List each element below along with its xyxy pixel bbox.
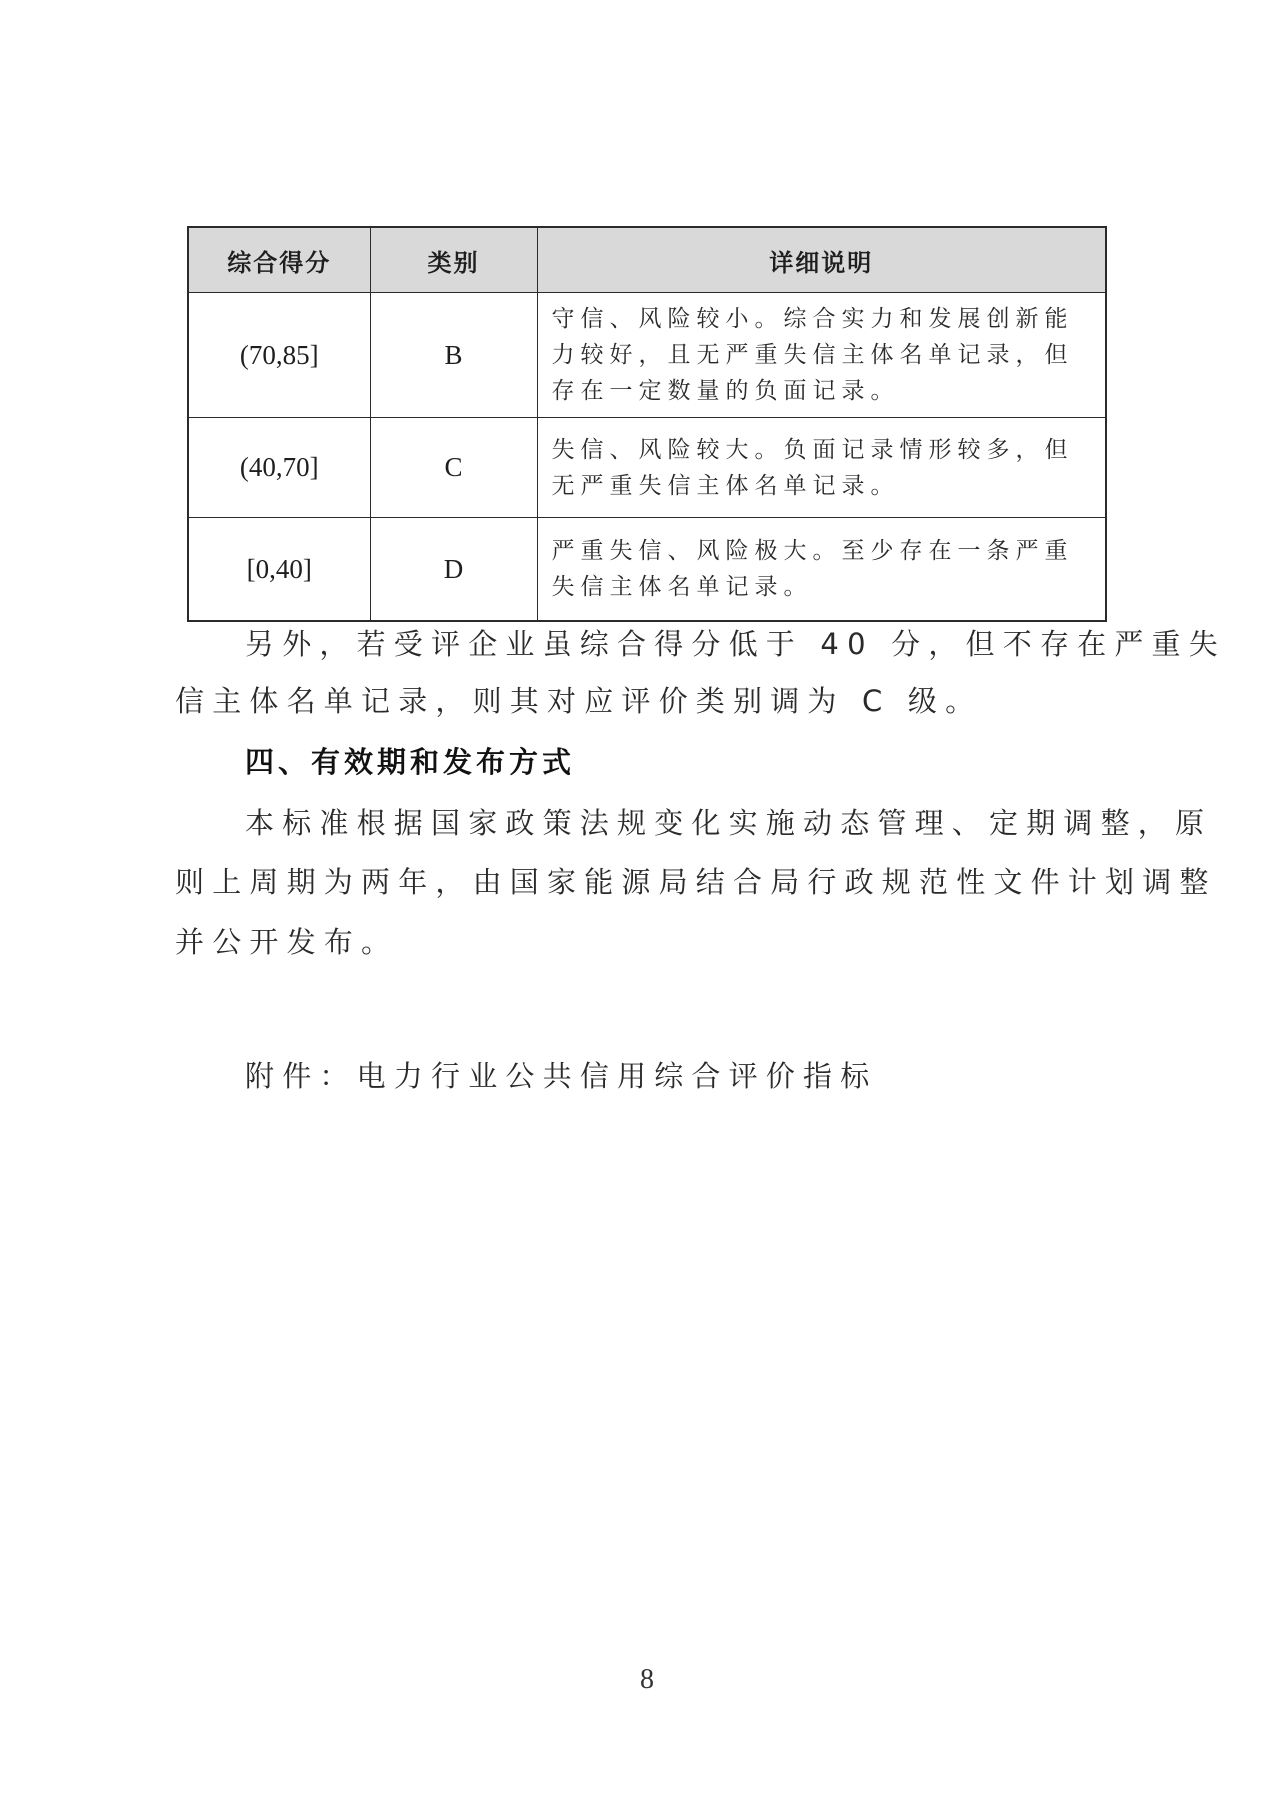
table-header-row bbox=[188, 227, 1106, 293]
validity-paragraph-line-3: 并公开发布。 bbox=[175, 925, 399, 959]
description-cell: 守信、风险较小。综合实力和发展创新能力较好，且无严重失信主体名单记录，但存在一定数量的负面记录。 bbox=[537, 293, 1106, 418]
header-composite-score: 综合得分 bbox=[188, 227, 370, 293]
header-category: 类别 bbox=[370, 227, 537, 293]
grade-cell: D bbox=[370, 518, 537, 622]
section-heading: 四、有效期和发布方式 bbox=[245, 745, 576, 779]
page-number: 8 bbox=[640, 1664, 654, 1695]
validity-paragraph-line-2: 则上周期为两年，由国家能源局结合局行政规范性文件计划调整 bbox=[175, 865, 1217, 899]
validity-paragraph-line-1: 本标准根据国家政策法规变化实施动态管理、定期调整，原 bbox=[245, 806, 1213, 840]
attachment-line: 附件：电力行业公共信用综合评价指标 bbox=[245, 1059, 878, 1093]
header-description: 详细说明 bbox=[537, 227, 1106, 293]
note-paragraph-line-2: 信主体名单记录，则其对应评价类别调为 C 级。 bbox=[175, 684, 983, 718]
note-paragraph-line-1: 另外，若受评企业虽综合得分低于 40 分，但不存在严重失 bbox=[245, 627, 1226, 661]
table-row bbox=[188, 293, 1106, 418]
grade-cell: B bbox=[370, 293, 537, 418]
description-cell: 失信、风险较大。负面记录情形较多，但无严重失信主体名单记录。 bbox=[537, 418, 1106, 518]
grade-cell: C bbox=[370, 418, 537, 518]
table-row bbox=[188, 518, 1106, 622]
table-row bbox=[188, 418, 1106, 518]
score-range-cell: (70,85] bbox=[188, 293, 370, 418]
score-range-cell: (40,70] bbox=[188, 418, 370, 518]
score-range-cell: [0,40] bbox=[188, 518, 370, 622]
credit-grade-table bbox=[187, 226, 1107, 622]
description-cell: 严重失信、风险极大。至少存在一条严重失信主体名单记录。 bbox=[537, 518, 1106, 622]
